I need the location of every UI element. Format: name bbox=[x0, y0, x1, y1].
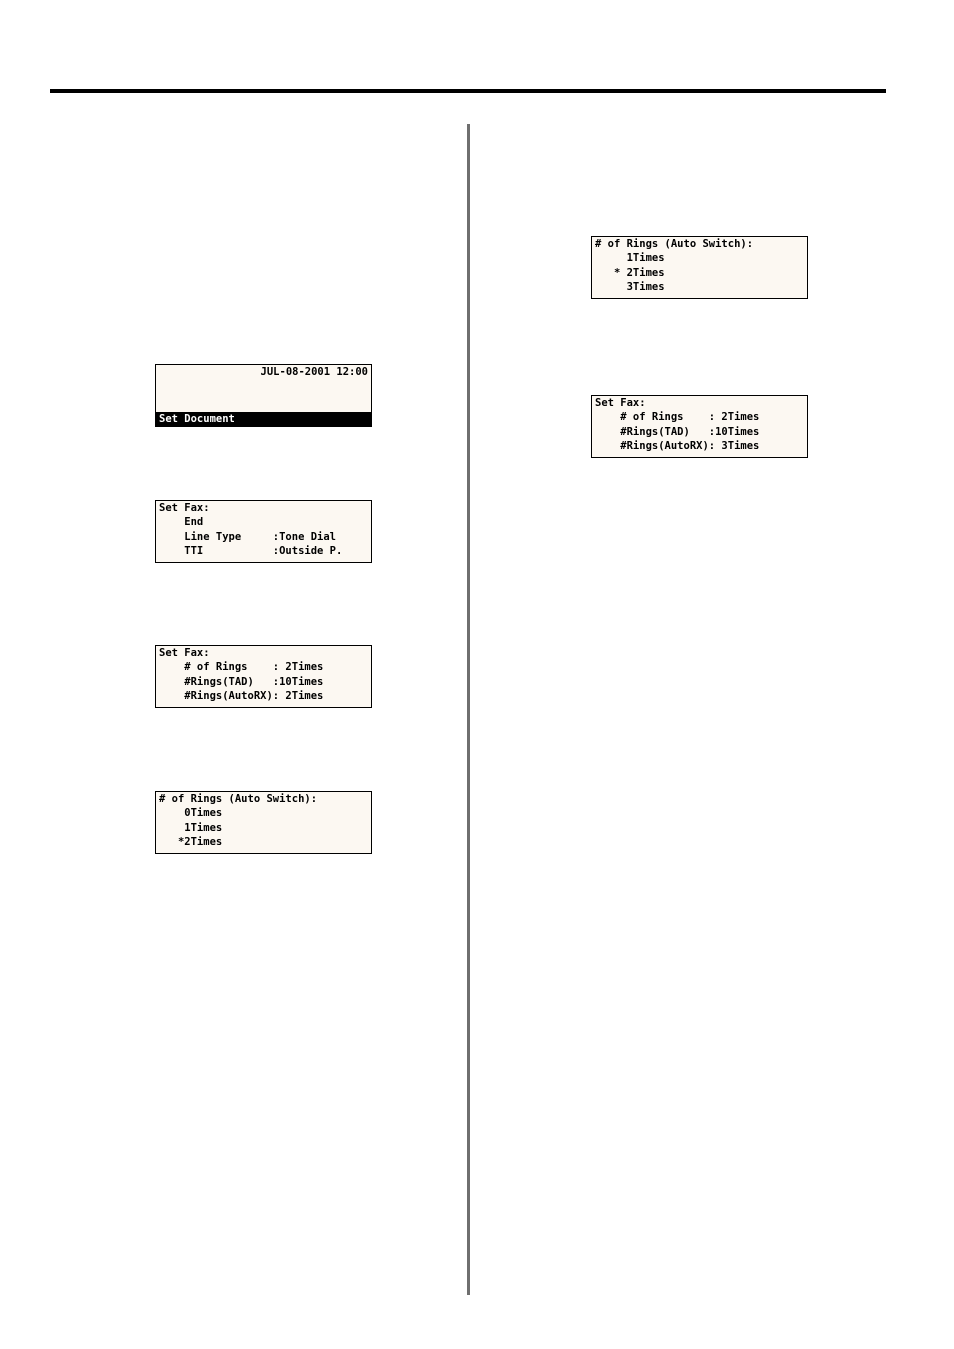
lcd-line: 3Times bbox=[595, 281, 665, 293]
lcd-auto-switch-rings-select bbox=[591, 236, 808, 299]
lcd-line: # of Rings : 2Times bbox=[159, 661, 324, 673]
column-divider bbox=[467, 124, 470, 1295]
lcd-line: #Rings(AutoRX): 2Times bbox=[159, 690, 324, 702]
lcd-line: #Rings(TAD) :10Times bbox=[159, 676, 324, 688]
lcd-line: Line Type :Tone Dial bbox=[159, 531, 337, 543]
lcd-line: End bbox=[159, 516, 204, 528]
lcd-line: * 2Times bbox=[595, 267, 665, 279]
lcd-set-fax-menu bbox=[155, 500, 372, 563]
lcd-line: 1Times bbox=[159, 822, 223, 834]
lcd-auto-switch-rings bbox=[155, 791, 372, 854]
lcd-line: Set Fax: bbox=[595, 397, 646, 409]
lcd-line-datetime: JUL-08-2001 12:00 bbox=[260, 366, 368, 378]
lcd-set-fax-rings-updated bbox=[591, 395, 808, 458]
lcd-line: #Rings(AutoRX): 3Times bbox=[595, 440, 760, 452]
lcd-line: 1Times bbox=[595, 252, 665, 264]
lcd-line: Set Fax: bbox=[159, 502, 210, 514]
lcd-line-status: Set Document bbox=[156, 412, 371, 426]
lcd-line: # of Rings (Auto Switch): bbox=[595, 238, 754, 250]
top-rule bbox=[50, 89, 886, 93]
lcd-line: # of Rings : 2Times bbox=[595, 411, 760, 423]
lcd-line: Set Fax: bbox=[159, 647, 210, 659]
lcd-line: TTI :Outside P. bbox=[159, 545, 343, 557]
lcd-set-fax-rings bbox=[155, 645, 372, 708]
lcd-standby-screen bbox=[155, 364, 372, 427]
lcd-line: #Rings(TAD) :10Times bbox=[595, 426, 760, 438]
lcd-line: *2Times bbox=[159, 836, 223, 848]
lcd-line: # of Rings (Auto Switch): bbox=[159, 793, 318, 805]
lcd-line: 0Times bbox=[159, 807, 223, 819]
